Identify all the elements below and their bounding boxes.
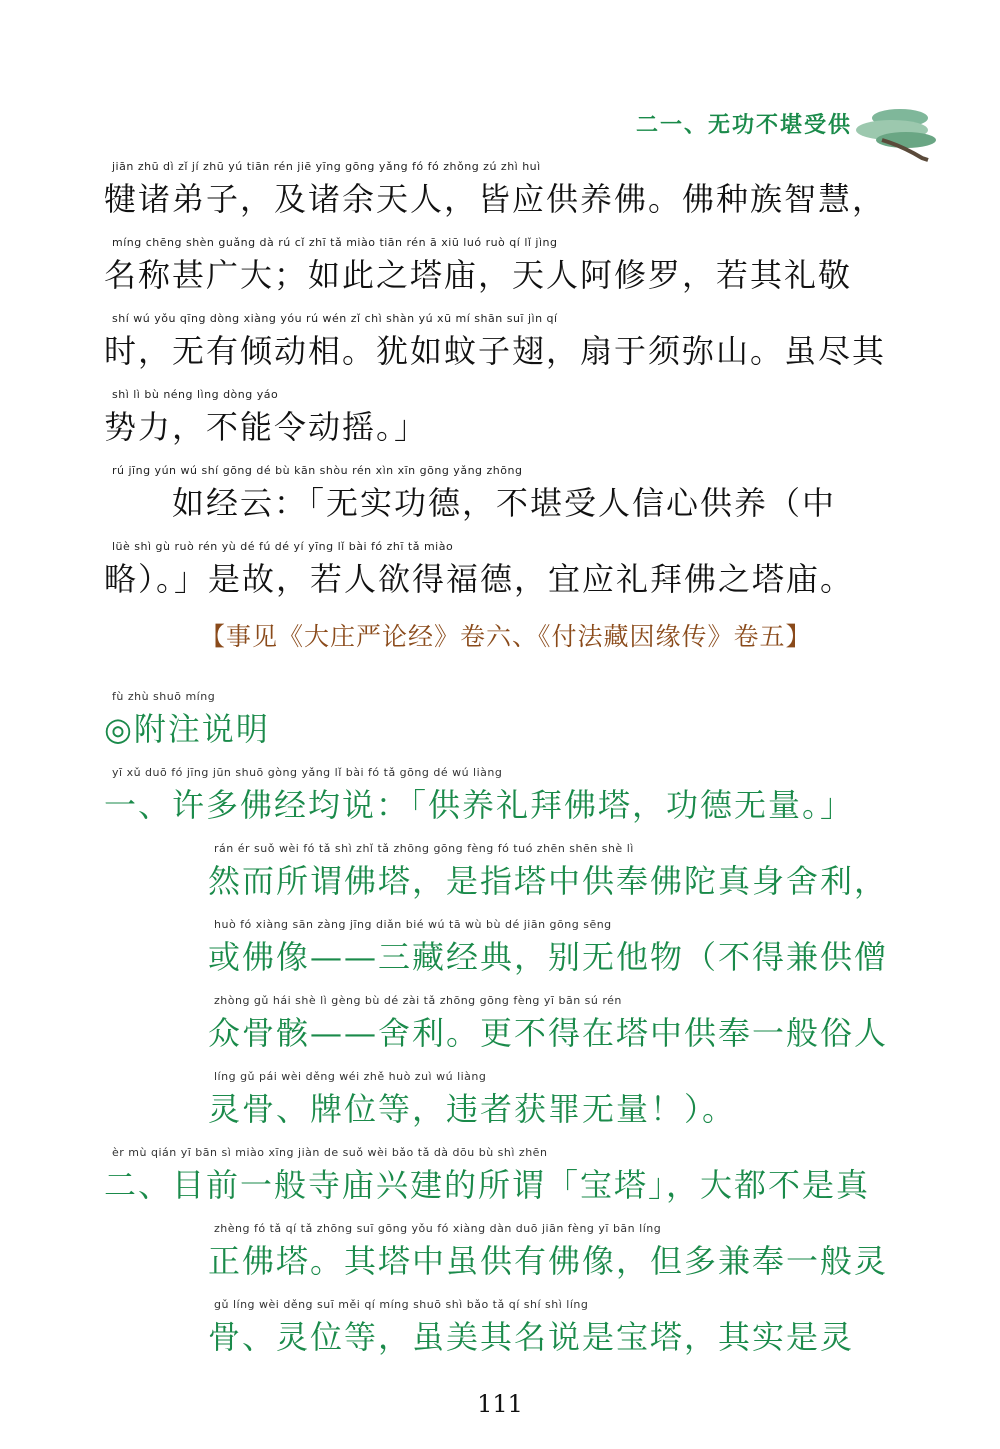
note-line-5 [0,1070,1000,1150]
note-text: 二、目前一般寺庙兴建的所谓「宝塔」，大都不是真 [104,1166,871,1204]
text-line: 时，无有倾动相。犹如蚊子翅，扇于须弥山。虽尽其 [104,332,887,370]
pinyin-line: gǔ líng wèi děng suī měi qí míng shuō shì bǎo tǎ qí shí shì líng [214,1298,589,1311]
text-line: 如经云：「无实功德，不堪受人信心供养（中 [104,484,837,522]
body-line-1 [0,160,1000,240]
body-line-6 [0,540,1000,620]
note-text: 或佛像——三藏经典，别无他物（不得兼供僧 [208,938,889,976]
note-line-4 [0,994,1000,1074]
pinyin-line: jiān zhū dì zǐ jí zhū yú tiān rén jiē yīng gōng yǎng fó fó zhǒng zú zhì huì [112,160,541,173]
pinyin-line: lüè shì gù ruò rén yù dé fú dé yí yīng lǐ bài fó zhī tǎ miào [112,540,454,553]
note-line-3 [0,918,1000,998]
pinyin-line: zhèng fó tǎ qí tǎ zhōng suī gōng yǒu fó xiàng dàn duō jiān fèng yī bān líng [214,1222,662,1235]
note-text: 一、许多佛经均说：「供养礼拜佛塔，功德无量。」 [104,786,855,824]
body-line-3 [0,312,1000,392]
note-text: 众骨骸——舍利。更不得在塔中供奉一般俗人 [208,1014,889,1052]
source-reference: 【事见《大庄严论经》卷六、《付法藏因缘传》卷五】 [200,622,812,651]
pinyin-line: shì lì bù néng lìng dòng yáo [112,388,279,401]
chapter-header: 二一、无功不堪受供 [635,113,852,138]
pinyin-line: rú jīng yún wú shí gōng dé bù kān shòu rén xìn xīn gōng yǎng zhōng [112,464,523,477]
text-line: 略）。」是故，若人欲得福德，宜应礼拜佛之塔庙。 [104,560,855,598]
note-line-7 [0,1222,1000,1302]
body-line-2 [0,236,1000,316]
note-line-2 [0,842,1000,922]
note-line-6 [0,1146,1000,1226]
body-line-4 [0,388,1000,468]
pinyin-line: yī xǔ duō fó jīng jūn shuō gòng yǎng lǐ bài fó tǎ gōng dé wú liàng [112,766,503,779]
pinyin-line: èr mù qián yī bān sì miào xīng jiàn de suǒ wèi bǎo tǎ dà dōu bù shì zhēn [112,1146,548,1159]
body-line-5 [0,464,1000,544]
notes-title-text: ◎附注说明 [104,710,270,748]
text-line: 犍诸弟子，及诸余天人，皆应供养佛。佛种族智慧， [104,180,887,218]
pinyin-line: líng gǔ pái wèi děng wéi zhě huò zuì wú liàng [214,1070,487,1083]
note-text: 灵骨、牌位等，违者获罪无量！）。 [208,1090,737,1128]
note-line-8 [0,1298,1000,1378]
note-text: 骨、灵位等，虽美其名说是宝塔，其实是灵 [208,1318,855,1356]
notes-title [0,690,1000,770]
pinyin-line: míng chēng shèn guǎng dà rú cǐ zhī tǎ miào tiān rén ā xiū luó ruò qí lǐ jìng [112,236,558,249]
pinyin-line: shí wú yǒu qīng dòng xiàng yóu rú wén zǐ chì shàn yú xū mí shān suī jìn qí [112,312,558,325]
text-line: 势力，不能令动摇。」 [104,408,429,446]
pinyin-line: rán ér suǒ wèi fó tǎ shì zhǐ tǎ zhōng gōng fèng fó tuó zhēn shēn shè lì [214,842,634,855]
note-text: 正佛塔。其塔中虽供有佛像，但多兼奉一般灵 [208,1242,889,1280]
pine-tree-icon [852,100,942,164]
pinyin-line: fù zhù shuō míng [112,690,216,703]
pinyin-line: huò fó xiàng sān zàng jīng diǎn bié wú tā wù bù dé jiān gōng sēng [214,918,612,931]
pinyin-line: zhòng gǔ hái shè lì gèng bù dé zài tǎ zhōng gōng fèng yī bān sú rén [214,994,622,1007]
text-line: 名称甚广大；如此之塔庙，天人阿修罗，若其礼敬 [104,256,853,294]
note-text: 然而所谓佛塔，是指塔中供奉佛陀真身舍利， [208,862,889,900]
note-line-1 [0,766,1000,846]
page-number: 111 [477,1390,523,1418]
